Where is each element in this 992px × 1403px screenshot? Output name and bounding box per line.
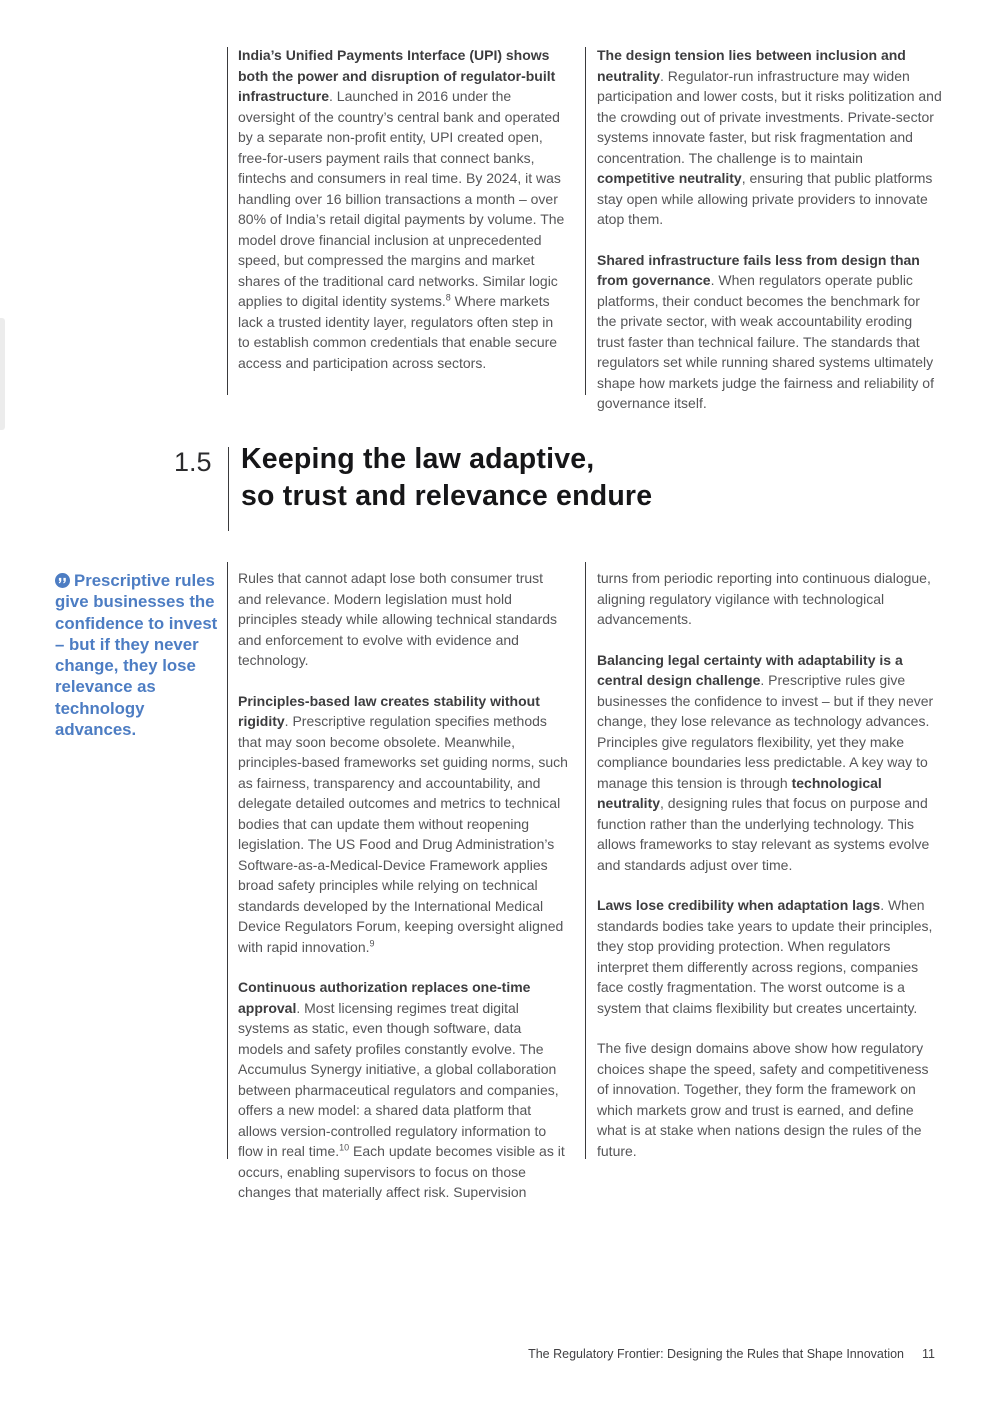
paragraph: Balancing legal certainty with adaptability is a central design challenge. Prescriptive rules give businesses the confidence to invest – but if they never change, they lose relevance as technology advances. Principles give regulators flexibility, yet they make compliance boundaries less predictable. A key way to manage this tension is through technological neutrality, designing rules that focus on purpose and function rather than the underlying technology. This allows frameworks to stay relevant as systems evolve and standards adjust over time. bbox=[597, 651, 934, 873]
pullquote-text: Prescriptive rules give businesses the confidence to invest – but if they never change, they lose relevance as technology advances. bbox=[55, 571, 218, 740]
footer-report-title: The Regulatory Frontier: Designing the Rules that Shape Innovation bbox=[528, 1347, 905, 1361]
footer-page-number: 11 bbox=[922, 1347, 935, 1361]
paragraph: The design tension lies between inclusion and neutrality. Regulator-run infrastructure may widen participation and lower costs, but it risks politization and the crowding out of private investments. Private-sector systems innovate faster, but risk fragmentation and concentration. The challenge is to maintain competitive neutrality, ensuring that public platforms stay open while allowing private providers to innovate atop them. bbox=[597, 47, 942, 227]
paragraph: India’s Unified Payments Interface (UPI) shows both the power and disruption of regulator-built infrastructure. Launched in 2016 under the oversight of the country’s central bank and operated by a separate non-profit entity, UPI created open, free-for-users payment rails that connect banks, fintechs and consumers in real time. By 2024, it was handling over 16 billion transactions a month – over 80% of India’s retail digital payments by volume. The model drove financial inclusion at unprecedented speed, but compressed the margins and market shares of the traditional card networks. Similar logic applies to digital identity systems.$^8$ Where markets lack a trusted identity layer, regulators often step in to establish common credentials that enable secure access and participation across sectors. bbox=[238, 47, 565, 371]
column-rule bbox=[227, 47, 228, 395]
body-left-column bbox=[238, 568, 568, 1203]
top-right-column bbox=[597, 45, 942, 414]
column-rule bbox=[227, 562, 228, 1159]
quote-icon bbox=[55, 572, 70, 587]
heading-rule bbox=[228, 447, 229, 531]
page-edge-marker bbox=[0, 318, 5, 430]
page-footer bbox=[528, 1347, 935, 1361]
paragraph: Rules that cannot adapt lose both consumer trust and relevance. Modern legislation must hold principles steady while allowing technical standards and enforcement to evolve with evidence and technology. bbox=[238, 570, 558, 668]
top-left-column bbox=[238, 45, 568, 373]
paragraph: Principles-based law creates stability without rigidity. Prescriptive regulation specifies methods that may soon become obsolete. Meanwhile, principles-based frameworks set guiding norms, such as fairness, transparency and accountability, and delegate detailed outcomes and metrics to technical bodies that can update them without reopening legislation. The US Food and Drug Administration’s Software-as-a-Medical-Device Framework applies broad safety principles while relying on technical standards developed by the International Medical Device Regulators Forum, keeping oversight aligned with rapid innovation.$^9$ bbox=[238, 692, 568, 955]
section-title-line: so trust and relevance endure bbox=[241, 480, 653, 512]
paragraph: Laws lose credibility when adaptation lags. When standards bodies take years to update their principles, they stop providing protection. When regulators interpret them differently across regions, companies face costly fragmentation. The worst outcome is a system that claims flexibility but creates uncertainty. bbox=[597, 897, 933, 1016]
paragraph: Shared infrastructure fails less from design than from governance. When regulators operate public platforms, their conduct becomes the benchmark for the private sector, with weak accountability eroding trust faster than technical failure. The standards that regulators set while running shared systems ultimately shape how markets judge the fairness and reliability of governance itself. bbox=[597, 251, 934, 411]
paragraph: Continuous authorization replaces one-time approval. Most licensing regimes treat digital systems as static, even though software, data models and safety profiles constantly evolve. The Accumulus Synergy initiative, a global collaboration between pharmaceutical regulators and companies, offers a new model: a shared data platform that allows version-controlled regulatory information to flow in real time.$^{10}$ Each update becomes visible as it occurs, enabling supervisors to focus on those changes that materially affect risk. Supervision bbox=[238, 979, 565, 1200]
column-rule bbox=[585, 47, 586, 395]
section-title-line: Keeping the law adaptive, bbox=[241, 443, 595, 475]
section-number: 1.5 bbox=[174, 447, 212, 477]
paragraph: turns from periodic reporting into continuous dialogue, aligning regulatory vigilance with technological advancements. bbox=[597, 570, 931, 627]
body-right-column bbox=[597, 568, 942, 1161]
column-rule bbox=[585, 562, 586, 1159]
pullquote bbox=[55, 570, 225, 740]
section-title bbox=[241, 441, 652, 515]
paragraph: The five design domains above show how regulatory choices shape the speed, safety and competitiveness of innovation. Together, they form the framework on which markets grow and trust is earned, and define what is at stake when nations design the rules of the future. bbox=[597, 1040, 929, 1159]
